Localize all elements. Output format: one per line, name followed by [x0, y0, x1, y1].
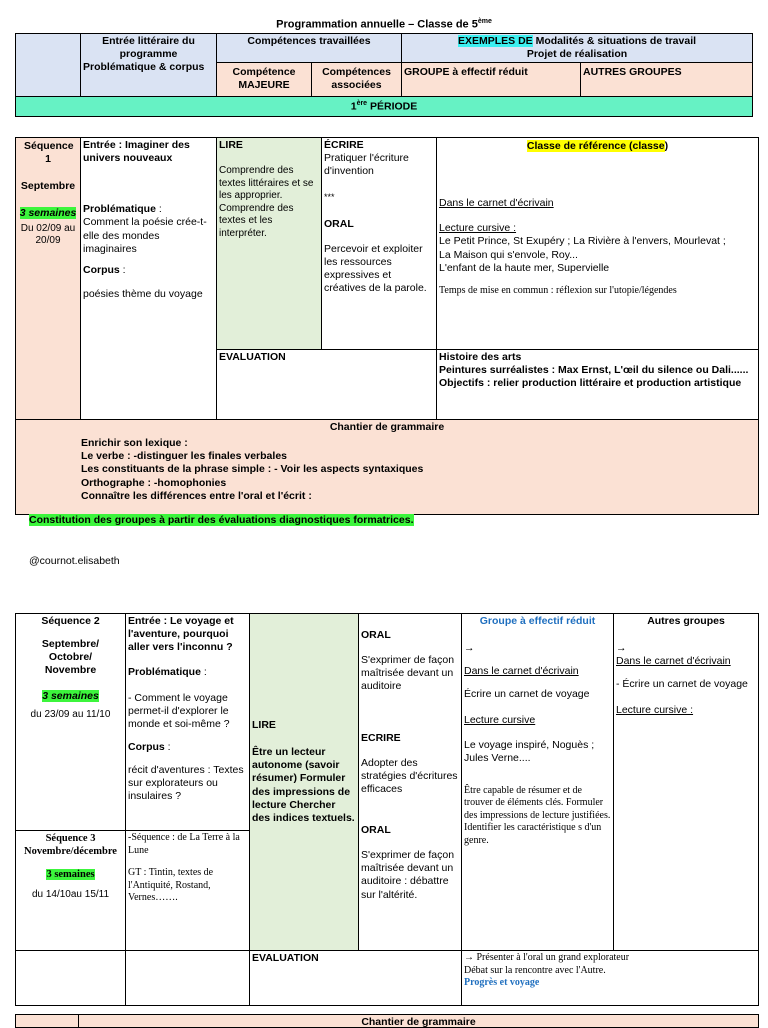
seq2-eval-blank-2	[125, 950, 250, 1006]
seq1-entree: Entrée : Imaginer des univers nouveaux Problématique : Comment la poésie crée-t-elle des mondes imaginaires Corpus : poésies thème du voyage	[80, 137, 217, 420]
seq1-chantier: Chantier de grammaire Enrichir son lexique : Le verbe : -distinguer les finales verbales Les constituants de la phrase simple : - Voir les aspects syntaxiques Orthographe : -homophonies Connaître les différences entre l'oral et l'écrit :	[15, 419, 759, 515]
seq1-hda: Histoire des arts Peintures surréalistes : Max Ernst, L'œil du silence ou Dali...... Objectifs : relier production littéraire et production artistique	[436, 349, 759, 420]
periode-banner: 1ère PÉRIODE	[15, 96, 753, 117]
seq2-entree: Entrée : Le voyage et l'aventure, pourquoi aller vers l'inconnu ? Problématique : - Comment le voyage permet-il d'explorer le monde et soi-même ? Corpus : récit d'aventures : Textes sur explorateurs ou insulaires ?	[125, 613, 250, 831]
footer-chantier-left	[15, 1014, 79, 1028]
header-entree-cell: Entrée littéraire du programme Problématique & corpus	[80, 33, 217, 97]
seq2-info: Séquence 2 Septembre/ Octobre/ Novembre 3 semaines du 23/09 au 11/10	[15, 613, 126, 831]
seq2-evaluation: EVALUATION	[249, 950, 462, 1006]
header-comp-associees: Compétences associées	[311, 62, 402, 97]
footer-chantier: Chantier de grammaire	[78, 1014, 759, 1028]
seq1-lire: LIRE Comprendre des textes littéraires et se les approprier. Comprendre des textes et les interpréter.	[216, 137, 322, 350]
seq3-info: Séquence 3 Novembre/décembre 3 semaines du 14/10au 15/11	[15, 830, 126, 951]
seq2-eval-details: → Présenter à l'oral un grand explorateur Débat sur la rencontre avec l'Autre. Progrès et voyage	[461, 950, 759, 1006]
seq1-classe-ref: Classe de référence (classe) Dans le carnet d'écrivain Lecture cursive : Le Petit Prince, St Exupéry ; La Rivière à l'envers, Mourlevat ; La Maison qui s'envole, Roy... L'enfant de la haute mer, Supervielle Temps de mise en commun : réflexion sur l'utopie/légendes	[436, 137, 759, 350]
page-title: Programmation annuelle – Classe de 5ème	[276, 18, 492, 31]
header-comp-majeure: Compétence MAJEURE	[216, 62, 312, 97]
seq2-oral-ecrire: ORAL S'exprimer de façon maîtrisée devant un auditoire ECRIRE Adopter des stratégies d'écritures efficaces ORAL S'exprimer de façon maîtrisée devant un auditoire : débattre sur l'altérité.	[358, 613, 462, 951]
seq2-groupe-reduit: Groupe à effectif réduit → Dans le carnet d'écrivain Écrire un carnet de voyage Lecture cursive Le voyage inspiré, Noguès ; Jules Verne.... Être capable de résumer et de trouver de éléments clés. Formuler des impressions de lecture justifiées. Identifier les caractéristique s d'un genre.	[461, 613, 614, 951]
header-competences: Compétences travaillées	[216, 33, 402, 63]
seq2-lire: LIRE Être un lecteur autonome (savoir résumer) Formuler des impressions de lecture Chercher des indices textuels.	[249, 613, 359, 951]
seq1-ecrire-oral: ÉCRIRE Pratiquer l'écriture d'invention *** ORAL Percevoir et exploiter les ressources expressives et créatives de la parole.	[321, 137, 437, 350]
header-groupe-reduit: GROUPE à effectif réduit	[401, 62, 581, 97]
seq2-autres-groupes: Autres groupes → Dans le carnet d'écrivain - Écrire un carnet de voyage Lecture cursive :	[613, 613, 759, 951]
header-blank-cell	[15, 33, 81, 97]
seq2-eval-blank-1	[15, 950, 126, 1006]
constitution-note: Constitution des groupes à partir des évaluations diagnostiques formatrices.	[29, 514, 414, 526]
header-autres-groupes: AUTRES GROUPES	[580, 62, 753, 97]
seq3-texts: -Séquence : de La Terre à la Lune GT : Tintin, textes de l'Antiquité, Rostand, Vernes…….	[125, 830, 250, 951]
seq1-evaluation: EVALUATION	[216, 349, 437, 420]
author-handle: @cournot.elisabeth	[29, 555, 120, 567]
seq1-info: Séquence 1 Septembre 3 semaines Du 02/09 au 20/09	[15, 137, 81, 420]
header-exemples: EXEMPLES DE Modalités & situations de travail Projet de réalisation	[401, 33, 753, 63]
